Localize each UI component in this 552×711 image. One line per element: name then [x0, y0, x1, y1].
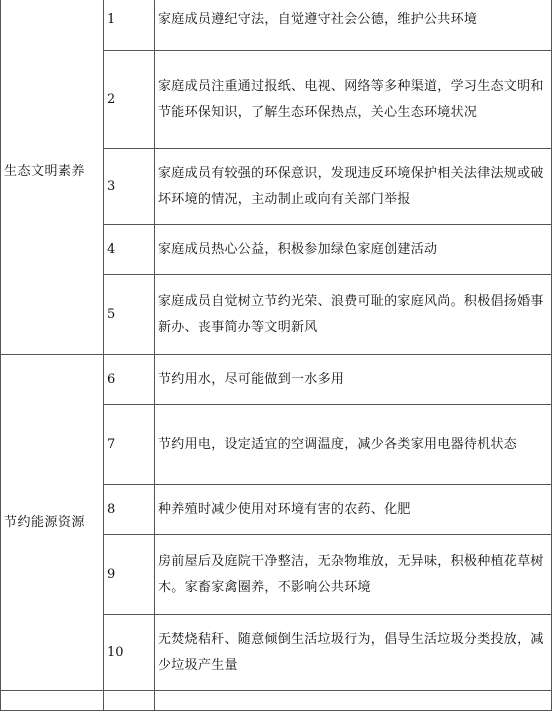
table-row: [1, 355, 552, 405]
item-description: 家庭成员遵纪守法，自觉遵守社会公德，维护公共环境: [155, 0, 552, 51]
item-description: 节约用电，设定适宜的空调温度，减少各类家用电器待机状态: [155, 405, 552, 485]
category-cell: 节约能源资源: [1, 355, 104, 691]
item-number: 6: [104, 355, 155, 405]
item-number: 8: [104, 485, 155, 535]
item-description: 种养殖时减少使用对环境有害的农药、化肥: [155, 485, 552, 535]
item-number: [104, 691, 155, 711]
item-number: 10: [104, 615, 155, 691]
category-cell: [1, 691, 104, 711]
item-number: 3: [104, 149, 155, 225]
item-description: 家庭成员自觉树立节约光荣、浪费可耻的家庭风尚。积极倡扬婚事新办、丧事简办等文明新风: [155, 275, 552, 355]
table-row: [1, 691, 552, 711]
item-description: 无焚烧秸秆、随意倾倒生活垃圾行为，倡导生活垃圾分类投放，减少垃圾产生量: [155, 615, 552, 691]
category-cell: 生态文明素养: [1, 0, 104, 355]
item-description: 家庭成员有较强的环保意识，发现违反环境保护相关法律法规或破坏环境的情况，主动制止或向有关部门举报: [155, 149, 552, 225]
item-description: 家庭成员热心公益，积极参加绿色家庭创建活动: [155, 225, 552, 275]
item-description: 家庭成员注重通过报纸、电视、网络等多种渠道，学习生态文明和节能环保知识，了解生态环保热点，关心生态环境状况: [155, 51, 552, 149]
item-number: 2: [104, 51, 155, 149]
table-row: [1, 0, 552, 51]
item-number: 1: [104, 0, 155, 51]
item-description: 房前屋后及庭院干净整洁，无杂物堆放，无异味，积极种植花草树木。家畜家禽圈养，不影响公共环境: [155, 535, 552, 615]
item-number: 5: [104, 275, 155, 355]
item-number: 9: [104, 535, 155, 615]
item-number: 7: [104, 405, 155, 485]
item-number: 4: [104, 225, 155, 275]
item-description: 节约用水，尽可能做到一水多用: [155, 355, 552, 405]
item-description: [155, 691, 552, 711]
